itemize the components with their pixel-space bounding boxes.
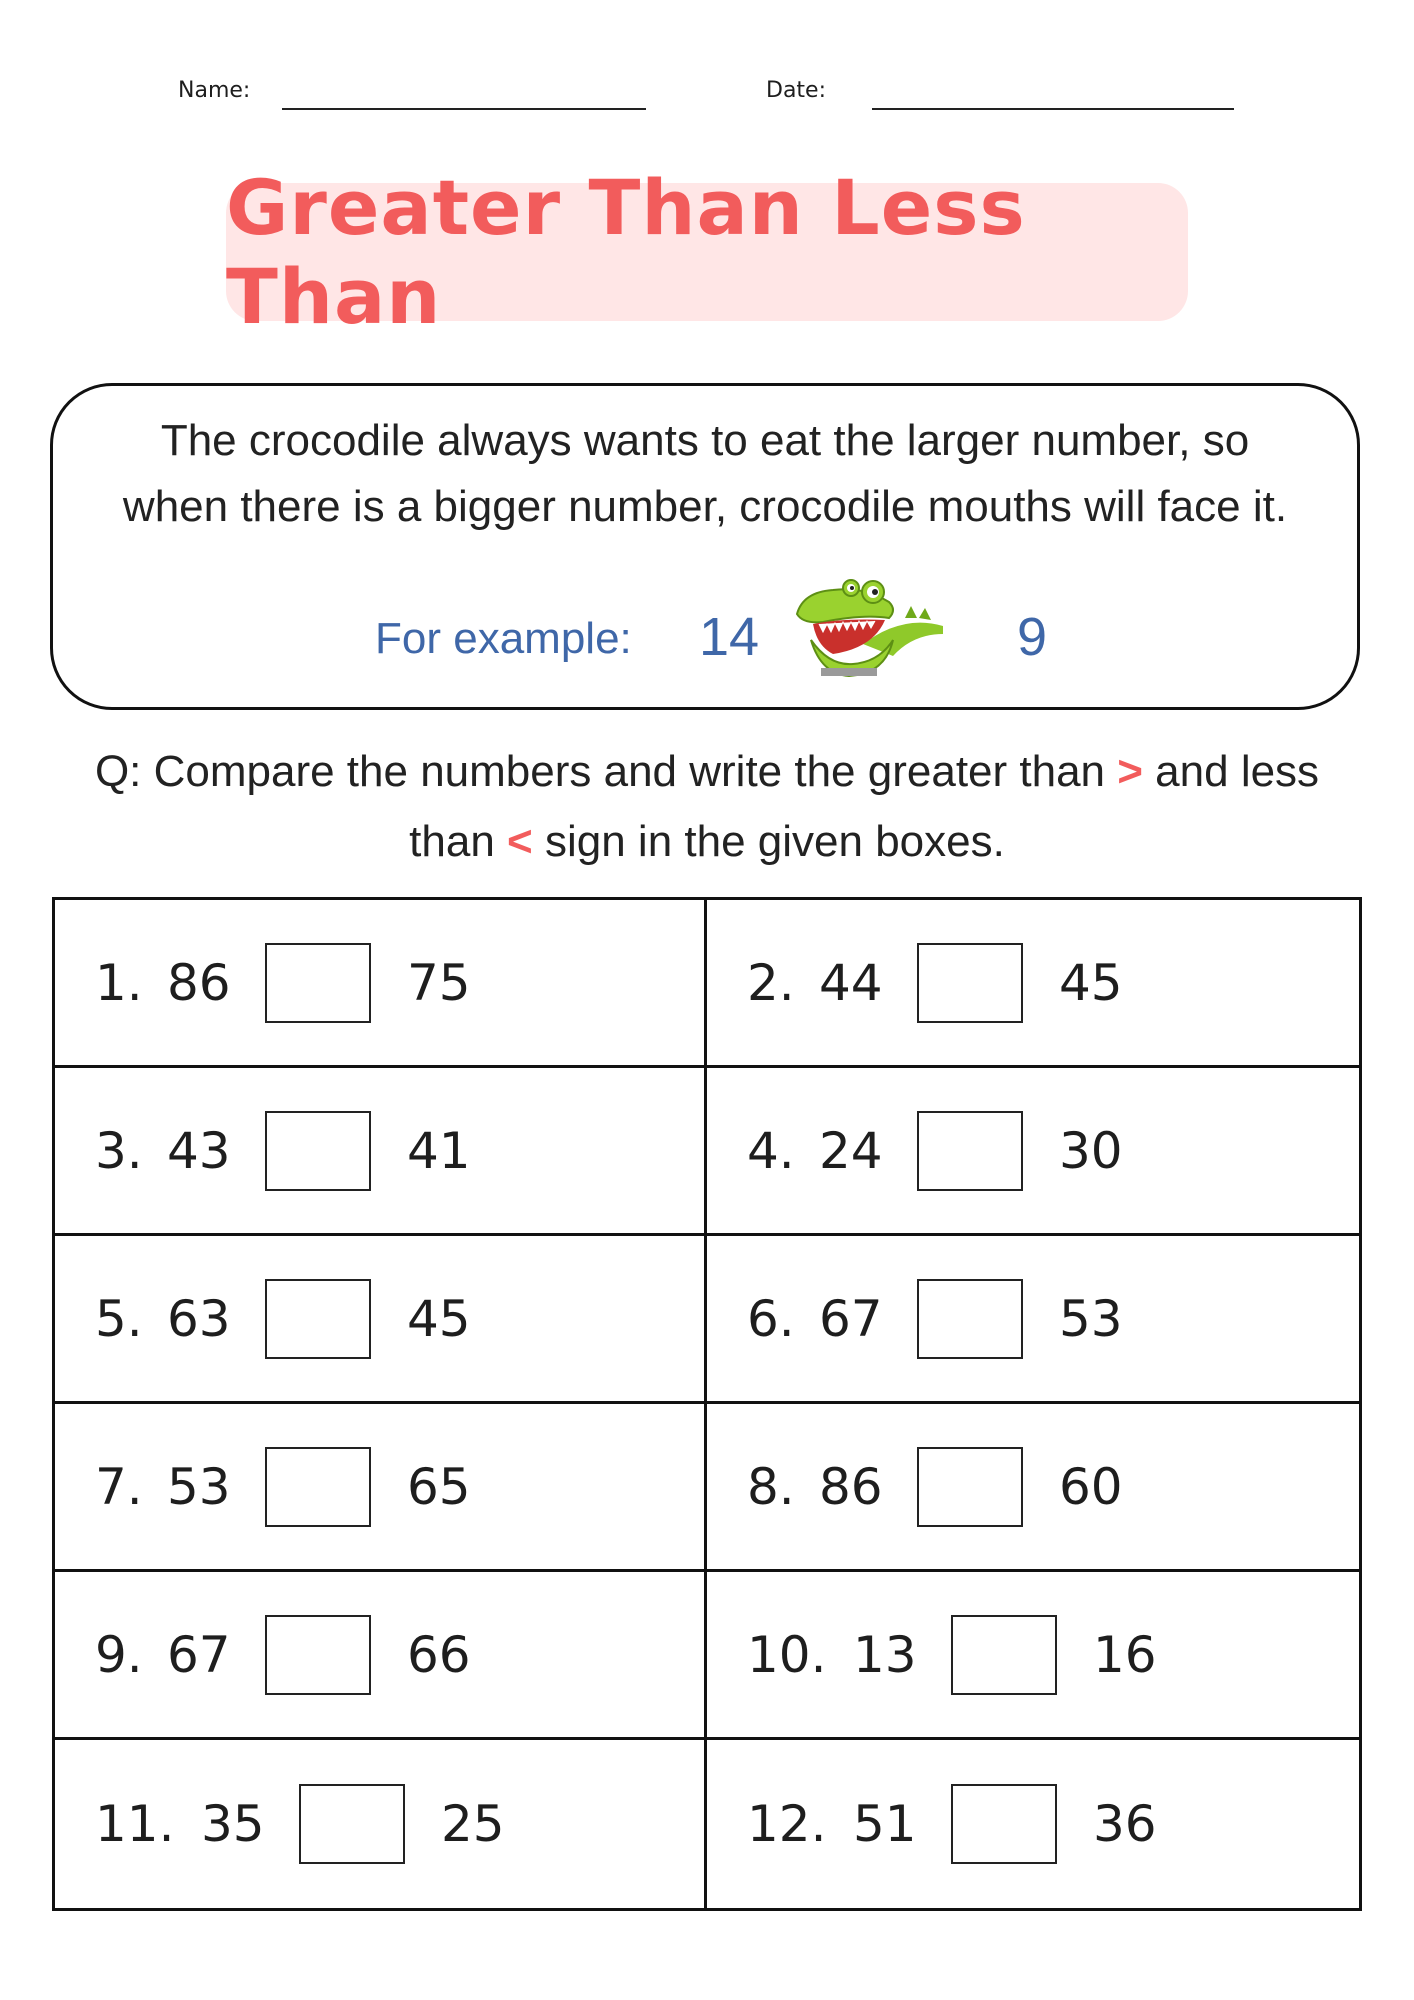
problem-number: 5. (95, 1289, 143, 1348)
question-part-2: and less than (409, 747, 1320, 866)
answer-box[interactable] (951, 1615, 1057, 1695)
second-number: 36 (1093, 1795, 1157, 1853)
name-label: Name: (178, 78, 251, 103)
problems-table (52, 897, 1362, 1911)
answer-box[interactable] (917, 1279, 1023, 1359)
first-number: 86 (167, 953, 231, 1012)
problem-cell (707, 1236, 1359, 1404)
example-left-number: 14 (699, 607, 760, 667)
second-number: 30 (1059, 1121, 1123, 1180)
second-number: 60 (1059, 1457, 1123, 1516)
problem-number: 9. (95, 1625, 143, 1684)
first-number: 53 (167, 1457, 231, 1516)
first-number: 24 (819, 1121, 883, 1180)
problem-cell (707, 900, 1359, 1068)
second-number: 16 (1093, 1625, 1157, 1684)
problem-number: 8. (747, 1457, 795, 1516)
first-number: 67 (167, 1625, 231, 1684)
first-number: 43 (167, 1121, 231, 1180)
page-title: Greater Than Less Than (226, 163, 1026, 341)
date-label: Date: (766, 78, 826, 103)
second-number: 45 (407, 1289, 471, 1348)
second-number: 41 (407, 1121, 471, 1180)
less-than-symbol: < (507, 817, 533, 866)
question-part-1: Q: Compare the numbers and write the greater than (94, 747, 1118, 796)
first-number: 86 (819, 1457, 883, 1516)
problem-number: 12. (747, 1795, 827, 1853)
problem-cell (55, 1236, 707, 1404)
problem-cell (55, 1068, 707, 1236)
problem-number: 4. (747, 1121, 795, 1180)
problem-number: 1. (95, 953, 143, 1012)
second-number: 45 (1059, 953, 1123, 1012)
second-number: 66 (407, 1625, 471, 1684)
intro-panel (50, 383, 1360, 710)
problem-number: 3. (95, 1121, 143, 1180)
name-line[interactable] (282, 108, 646, 110)
example-right-number: 9 (1017, 607, 1048, 667)
answer-box[interactable] (917, 1447, 1023, 1527)
second-number: 65 (407, 1457, 471, 1516)
answer-box[interactable] (951, 1784, 1057, 1864)
answer-box[interactable] (917, 1111, 1023, 1191)
second-number: 75 (407, 953, 471, 1012)
first-number: 13 (853, 1625, 917, 1684)
greater-than-symbol: > (1117, 747, 1143, 796)
problem-cell (55, 1740, 707, 1908)
problem-cell (707, 1572, 1359, 1740)
second-number: 53 (1059, 1289, 1123, 1348)
problem-number: 7. (95, 1457, 143, 1516)
answer-box[interactable] (265, 1615, 371, 1695)
crocodile-icon (793, 574, 943, 678)
problem-number: 11. (95, 1795, 175, 1853)
first-number: 35 (201, 1795, 265, 1853)
first-number: 44 (819, 953, 883, 1012)
problem-number: 2. (747, 953, 795, 1012)
title-banner (226, 163, 1188, 341)
first-number: 63 (167, 1289, 231, 1348)
problem-cell (55, 1404, 707, 1572)
first-number: 67 (819, 1289, 883, 1348)
second-number: 25 (441, 1795, 505, 1853)
first-number: 51 (853, 1795, 917, 1853)
problem-cell (55, 900, 707, 1068)
problem-cell (55, 1572, 707, 1740)
problem-cell (707, 1740, 1359, 1908)
intro-text: The crocodile always wants to eat the larger number, so when there is a bigger number, crocodile mouths will face it. (122, 416, 1288, 531)
question-part-3: sign in the given boxes. (532, 817, 1005, 866)
date-line[interactable] (872, 108, 1234, 110)
answer-box[interactable] (265, 1279, 371, 1359)
question-text (70, 737, 1344, 877)
problem-number: 6. (747, 1289, 795, 1348)
example-label: For example: (375, 614, 632, 663)
answer-box[interactable] (265, 1111, 371, 1191)
problem-cell (707, 1404, 1359, 1572)
answer-box[interactable] (265, 943, 371, 1023)
answer-box[interactable] (917, 943, 1023, 1023)
problem-number: 10. (747, 1625, 827, 1684)
answer-box[interactable] (299, 1784, 405, 1864)
answer-box[interactable] (265, 1447, 371, 1527)
problem-cell (707, 1068, 1359, 1236)
